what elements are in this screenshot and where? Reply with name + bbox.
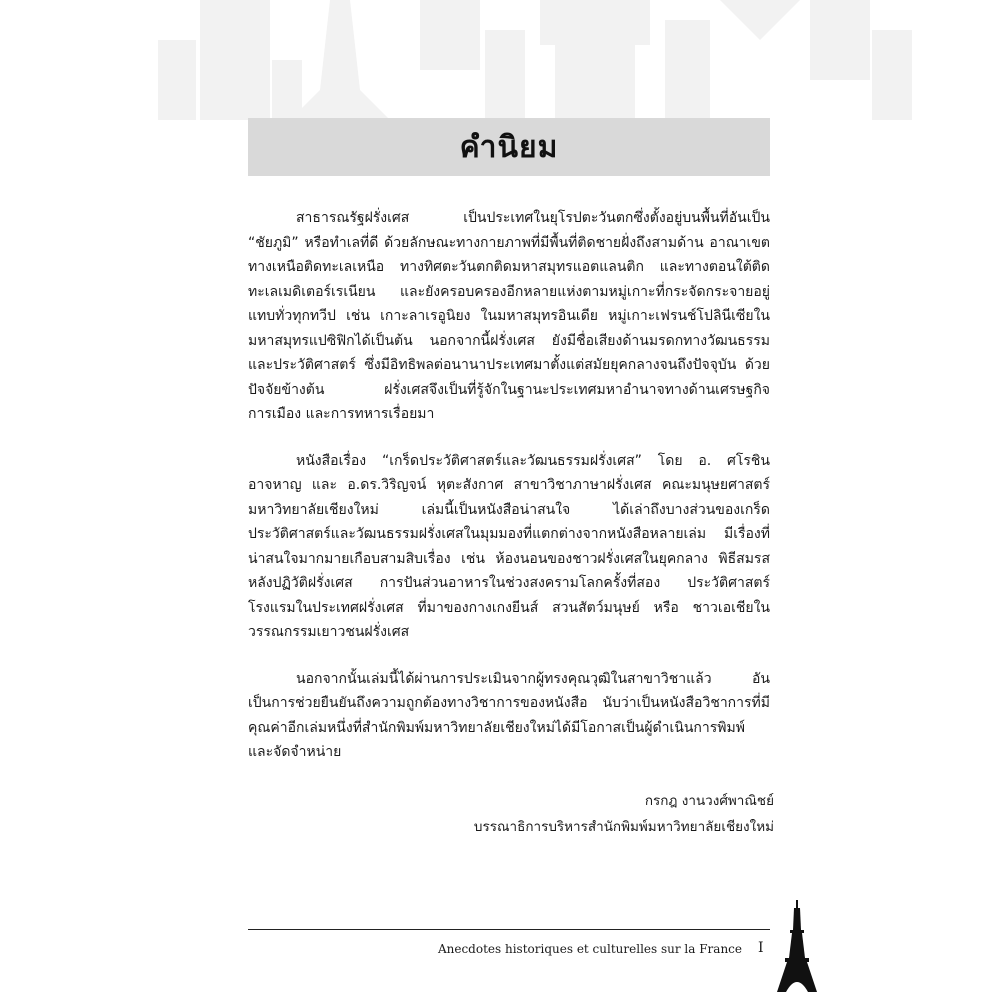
paragraph: นอกจากนั้นเล่มนี้ได้ผ่านการประเมินจากผู้ทรงคุณวุฒิในสาขาวิชาแล้ว อันเป็นการช่วยยืนยันถึงความถูกต้องทางวิชาการของหนังสือ นับว่าเป็นหนังสือวิชาการที่มีคุณค่าอีกเล่มหนึ่งที่สำนักพิมพ์มหาวิทยาลัยเชียงใหม่ได้มีโอกาสเป็นผู้ดำเนินการพิมพ์และจัดจำหน่าย — [248, 670, 770, 760]
paragraph: สาธารณรัฐฝรั่งเศส เป็นประเทศในยุโรปตะวันตกซึ่งตั้งอยู่บนพื้นที่อันเป็น “ชัยภูมิ” หรือทำเลที่ดี ด้วยลักษณะทางกายภาพที่มีพื้นที่ติดชายฝั่งถึงสามด้าน อาณาเขตทางเหนือติดทะเลเหนือ ทางทิศตะวันตกติดมหาสมุทรแอตแลนติก และทางตอนใต้ติดทะเลเมดิเตอร์เรเนียน และยังครอบครองอีกหลายแห่งตามหมู่เกาะที่กระจัดกระจายอยู่แทบทั่วทุกทวีป เช่น เกาะลาเรอูนิยง ในมหาสมุทรอินเดีย หมู่เกาะเฟรนช์โปลินีเซียในมหาสมุทรแปซิฟิกได้เป็นต้น นอกจากนี้ฝรั่งเศส ยังมีชื่อเสียงด้านมรดกทางวัฒนธรรมและประวัติศาสตร์ ซึ่งมีอิทธิพลต่อนานาประเทศมาตั้งแต่สมัยยุคกลางจนถึงปัจจุบัน ด้วยปัจจัยข้างต้น ฝรั่งเศสจึงเป็นที่รู้จักในฐานะประเทศมหาอำนาจทางด้านเศรษฐกิจ การเมือง และการทหารเรื่อยมา — [248, 210, 770, 422]
running-footer-title: Anecdotes historiques et culturelles sur la France — [437, 942, 742, 956]
signatory-name: กรกฎ งานวงศ์พาณิชย์ — [644, 793, 774, 809]
foreword-body — [248, 206, 770, 787]
paragraph: หนังสือเรื่อง “เกร็ดประวัติศาสตร์และวัฒนธรรมฝรั่งเศส” โดย อ. ศโรชิน อาจหาญ และ อ.ดร.วิริญจน์ หุตะสังกาศ สาขาวิชาภาษาฝรั่งเศส คณะมนุษยศาสตร์ มหาวิทยาลัยเชียงใหม่ เล่มนี้เป็นหนังสือน่าสนใจ ได้เล่าถึงบางส่วนของเกร็ดประวัติศาสตร์และวัฒนธรรมฝรั่งเศสในมุมมองที่แตกต่างจากหนังสือหลายเล่ม มีเรื่องที่น่าสนใจมากมายเกือบสามสิบเรื่อง เช่น ห้องนอนของชาวฝรั่งเศสในยุคกลาง พิธีสมรสหลังปฏิวัติฝรั่งเศส การปันส่วนอาหารในช่วงสงครามโลกครั้งที่สอง ประวัติศาสตร์โรงแรมในประเทศฝรั่งเศส ที่มาของกางเกงยีนส์ สวนสัตว์มนุษย์ หรือ ชาวเอเชียในวรรณกรรมเยาวชนฝรั่งเศส — [248, 452, 770, 640]
page-title: คำนิยม — [459, 129, 559, 165]
footer-divider — [248, 929, 770, 930]
paris-skyline-watermark — [0, 0, 1000, 120]
signature-block — [474, 788, 774, 840]
title-banner — [248, 118, 770, 176]
eiffel-tower-icon — [775, 900, 819, 992]
page-number: I — [758, 940, 764, 956]
signatory-position: บรรณาธิการบริหารสำนักพิมพ์มหาวิทยาลัยเชียงใหม่ — [473, 819, 774, 835]
